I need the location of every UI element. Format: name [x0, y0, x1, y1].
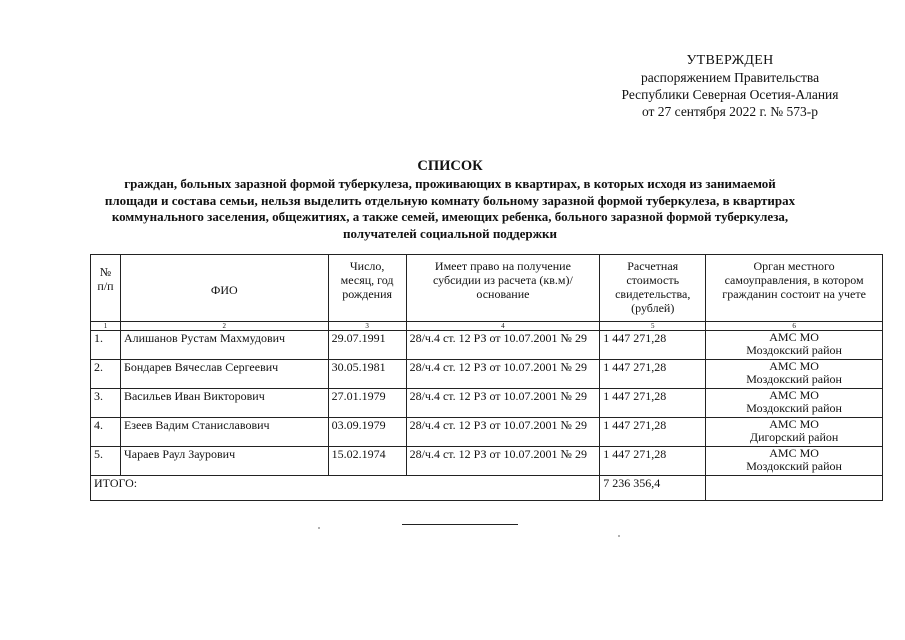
closing-rule: [402, 524, 518, 525]
title-line-2: площади и состава семьи, нельзя выделить отдельную комнату больному заразной формой туберкулеза, в квартирах: [104, 192, 796, 208]
table-row: [91, 418, 883, 447]
total-value: 7 236 356,4: [600, 476, 706, 501]
row-basis: 28/ч.4 ст. 12 РЗ от 10.07.2001 № 29: [406, 389, 600, 418]
title-line-4: получателей социальной поддержки: [342, 225, 557, 241]
approval-stamp: [600, 52, 860, 120]
row-org-district: Моздокский район: [746, 401, 842, 415]
table-row: [91, 447, 883, 476]
approval-line-2: Республики Северная Осетия-Алания: [621, 87, 839, 102]
header-number: № п/п: [91, 255, 121, 322]
total-row: [91, 476, 883, 501]
recipients-table: [90, 254, 883, 501]
row-number: 1.: [91, 331, 121, 360]
header-cost: Расчетная стоимость свидетельства, (рублей): [600, 255, 706, 322]
scan-speck: [318, 527, 320, 529]
row-org: [706, 389, 883, 418]
approval-line-1: распоряжением Правительства: [640, 70, 820, 85]
document-title: [40, 158, 860, 242]
approval-heading: УТВЕРЖДЕН: [686, 53, 774, 68]
row-org-name: АМС МО: [769, 446, 819, 460]
row-fio: Езеев Вадим Станиславович: [120, 418, 328, 447]
title-line-3: коммунального заселения, общежитиях, а также семей, имеющих ребенка, больного заразной формой туберкулеза,: [111, 209, 789, 224]
col-number: 3: [328, 322, 406, 331]
col-number: 5: [600, 322, 706, 331]
row-org-name: АМС МО: [769, 330, 819, 344]
row-fio: Васильев Иван Викторович: [120, 389, 328, 418]
row-number: 4.: [91, 418, 121, 447]
row-basis: 28/ч.4 ст. 12 РЗ от 10.07.2001 № 29: [406, 418, 600, 447]
row-number: 3.: [91, 389, 121, 418]
row-org-name: АМС МО: [769, 359, 819, 373]
table-header-row: [91, 255, 883, 322]
row-number: 5.: [91, 447, 121, 476]
row-cost: 1 447 271,28: [600, 447, 706, 476]
row-dob: 29.07.1991: [328, 331, 406, 360]
row-org-district: Моздокский район: [746, 372, 842, 386]
table-row: [91, 389, 883, 418]
row-org: [706, 418, 883, 447]
scan-speck: [618, 535, 620, 537]
row-dob: 15.02.1974: [328, 447, 406, 476]
header-basis: Имеет право на получение субсидии из расчета (кв.м)/основание: [406, 255, 600, 322]
row-fio: Бондарев Вячеслав Сергеевич: [120, 360, 328, 389]
total-label: ИТОГО:: [91, 476, 600, 501]
title-main: СПИСОК: [417, 158, 483, 174]
row-cost: 1 447 271,28: [600, 418, 706, 447]
row-org: [706, 360, 883, 389]
approval-line-3: от 27 сентября 2022 г. № 573-р: [641, 104, 819, 119]
row-dob: 27.01.1979: [328, 389, 406, 418]
header-dob: Число, месяц, год рождения: [328, 255, 406, 322]
col-number: 4: [406, 322, 600, 331]
row-org-district: Моздокский район: [746, 459, 842, 473]
row-cost: 1 447 271,28: [600, 389, 706, 418]
col-number: 2: [120, 322, 328, 331]
row-org-name: АМС МО: [769, 388, 819, 402]
col-number: 1: [91, 322, 121, 331]
row-basis: 28/ч.4 ст. 12 РЗ от 10.07.2001 № 29: [406, 331, 600, 360]
row-org-district: Дигорский район: [749, 430, 839, 444]
title-line-1: граждан, больных заразной формой туберкулеза, проживающих в квартирах, в которых исходя из занимаемой: [124, 176, 776, 191]
row-org: [706, 331, 883, 360]
header-org: Орган местного самоуправления, в котором гражданин состоит на учете: [706, 255, 883, 322]
row-cost: 1 447 271,28: [600, 360, 706, 389]
row-basis: 28/ч.4 ст. 12 РЗ от 10.07.2001 № 29: [406, 360, 600, 389]
total-empty-cell: [706, 476, 883, 501]
row-basis: 28/ч.4 ст. 12 РЗ от 10.07.2001 № 29: [406, 447, 600, 476]
column-number-row: [91, 322, 883, 331]
row-cost: 1 447 271,28: [600, 331, 706, 360]
header-fio: ФИО: [120, 255, 328, 322]
row-org-name: АМС МО: [769, 417, 819, 431]
table-row: [91, 331, 883, 360]
row-fio: Чараев Раул Заурович: [120, 447, 328, 476]
col-number: 6: [706, 322, 883, 331]
row-dob: 30.05.1981: [328, 360, 406, 389]
row-dob: 03.09.1979: [328, 418, 406, 447]
row-number: 2.: [91, 360, 121, 389]
table-row: [91, 360, 883, 389]
row-fio: Алишанов Рустам Махмудович: [120, 331, 328, 360]
row-org-district: Моздокский район: [746, 343, 842, 357]
row-org: [706, 447, 883, 476]
